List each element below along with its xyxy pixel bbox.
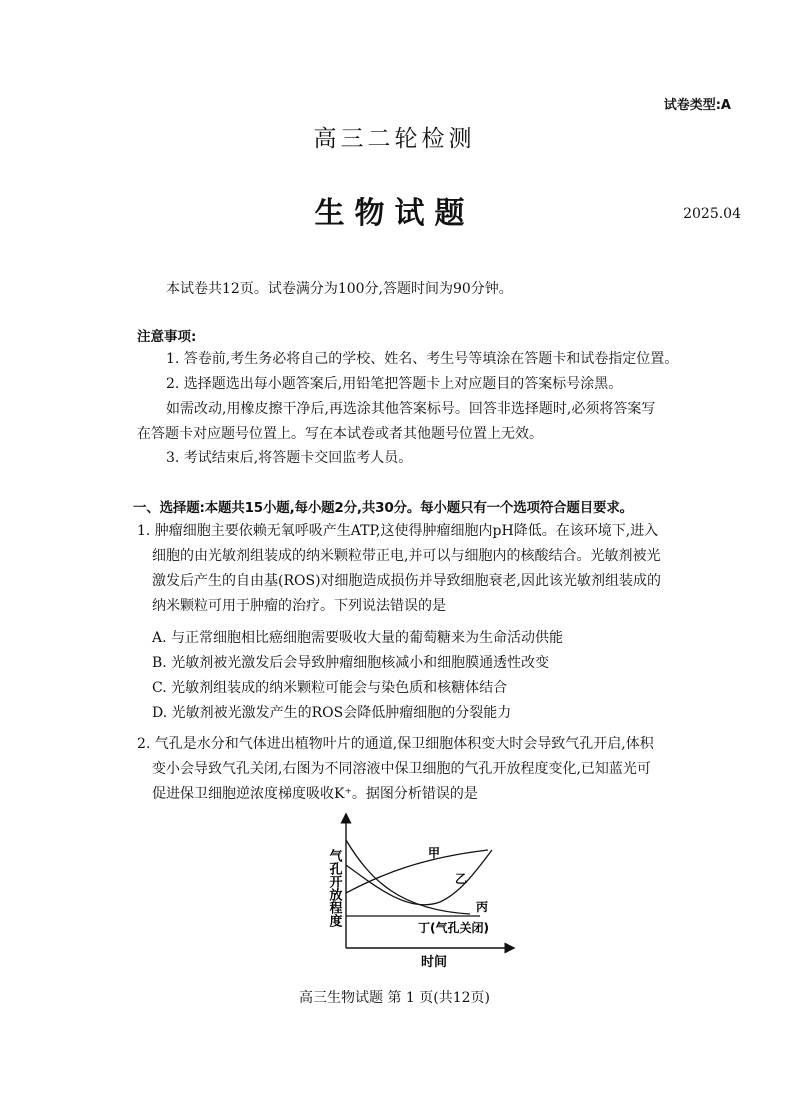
notes-item-3: 3. 考试结束后,将答题卡交回监考人员。 bbox=[166, 450, 413, 466]
paper-type-label: 试卷类型:A bbox=[663, 98, 731, 113]
series-jia-line bbox=[346, 850, 488, 893]
section-heading: 一、选择题:本题共15小题,每小题2分,共30分。每小题只有一个选项符合题目要求。 bbox=[133, 500, 633, 516]
question-1-option-d: D. 光敏剂被光激发产生的ROS会降低肿瘤细胞的分裂能力 bbox=[152, 705, 512, 721]
page-footer: 高三生物试题 第 1 页(共12页) bbox=[299, 990, 490, 1006]
exam-name: 高三二轮检测 bbox=[313, 126, 476, 152]
question-1-line-2: 细胞的由光敏剂组装成的纳米颗粒带正电,并可以与细胞内的核酸结合。光敏剂被光 bbox=[152, 548, 661, 564]
exam-date: 2025.04 bbox=[683, 206, 741, 222]
question-2-line-2: 变小会导致气孔关闭,右图为不同溶液中保卫细胞的气孔开放程度变化,已知蓝光可 bbox=[152, 761, 651, 777]
question-2-line-3: 促进保卫细胞逆浓度梯度吸收K⁺。据图分析错误的是 bbox=[152, 786, 478, 802]
notes-item-1: 1. 答卷前,考生务必将自己的学校、姓名、考生号等填涂在答题卡和试卷指定位置。 bbox=[166, 351, 679, 367]
notes-item-2-cont-1: 如需改动,用橡皮擦干净后,再选涂其他答案标号。回答非选择题时,必须将答案写 bbox=[166, 401, 656, 417]
y-axis-label: 气孔开放程度 bbox=[326, 849, 342, 927]
intro-text: 本试卷共12页。试卷满分为100分,答题时间为90分钟。 bbox=[166, 281, 513, 297]
question-1-option-c: C. 光敏剂组装成的纳米颗粒可能会与染色质和核糖体结合 bbox=[152, 680, 508, 696]
series-yi-label: 乙 bbox=[455, 872, 468, 886]
notes-title: 注意事项: bbox=[137, 329, 197, 345]
question-1-line-3: 激发后产生的自由基(ROS)对细胞造成损伤并导致细胞衰老,因此该光敏剂组装成的 bbox=[152, 573, 661, 589]
page-title: 生物试题 bbox=[314, 196, 475, 231]
notes-item-2-cont-2: 在答题卡对应题号位置上。写在本试卷或者其他题号位置上无效。 bbox=[137, 426, 543, 442]
series-bing-line bbox=[346, 840, 470, 914]
question-1-option-a: A. 与正常细胞相比癌细胞需要吸收大量的葡萄糖来为生命活动供能 bbox=[152, 630, 564, 646]
question-1-line-1: 1. 肿瘤细胞主要依赖无氧呼吸产生ATP,这使得肿瘤细胞内pH降低。在该环境下,进入 bbox=[137, 523, 659, 539]
series-jia-label: 甲 bbox=[428, 846, 441, 860]
notes-item-2: 2. 选择题选出每小题答案后,用铅笔把答题卡上对应题目的答案标号涂黑。 bbox=[166, 376, 623, 392]
question-2-line-1: 2. 气孔是水分和气体进出植物叶片的通道,保卫细胞体积变大时会导致气孔开启,体积 bbox=[137, 736, 654, 752]
series-yi-line bbox=[346, 850, 492, 905]
question-1-line-4: 纳米颗粒可用于肿瘤的治疗。下列说法错误的是 bbox=[152, 598, 446, 614]
question-1-option-b: B. 光敏剂被光激发后会导致肿瘤细胞核减小和细胞膜通透性改变 bbox=[152, 655, 550, 671]
series-bing-label: 丙 bbox=[476, 900, 489, 914]
series-ding-label: 丁(气孔关闭) bbox=[418, 921, 489, 935]
x-axis-label: 时间 bbox=[421, 955, 448, 970]
